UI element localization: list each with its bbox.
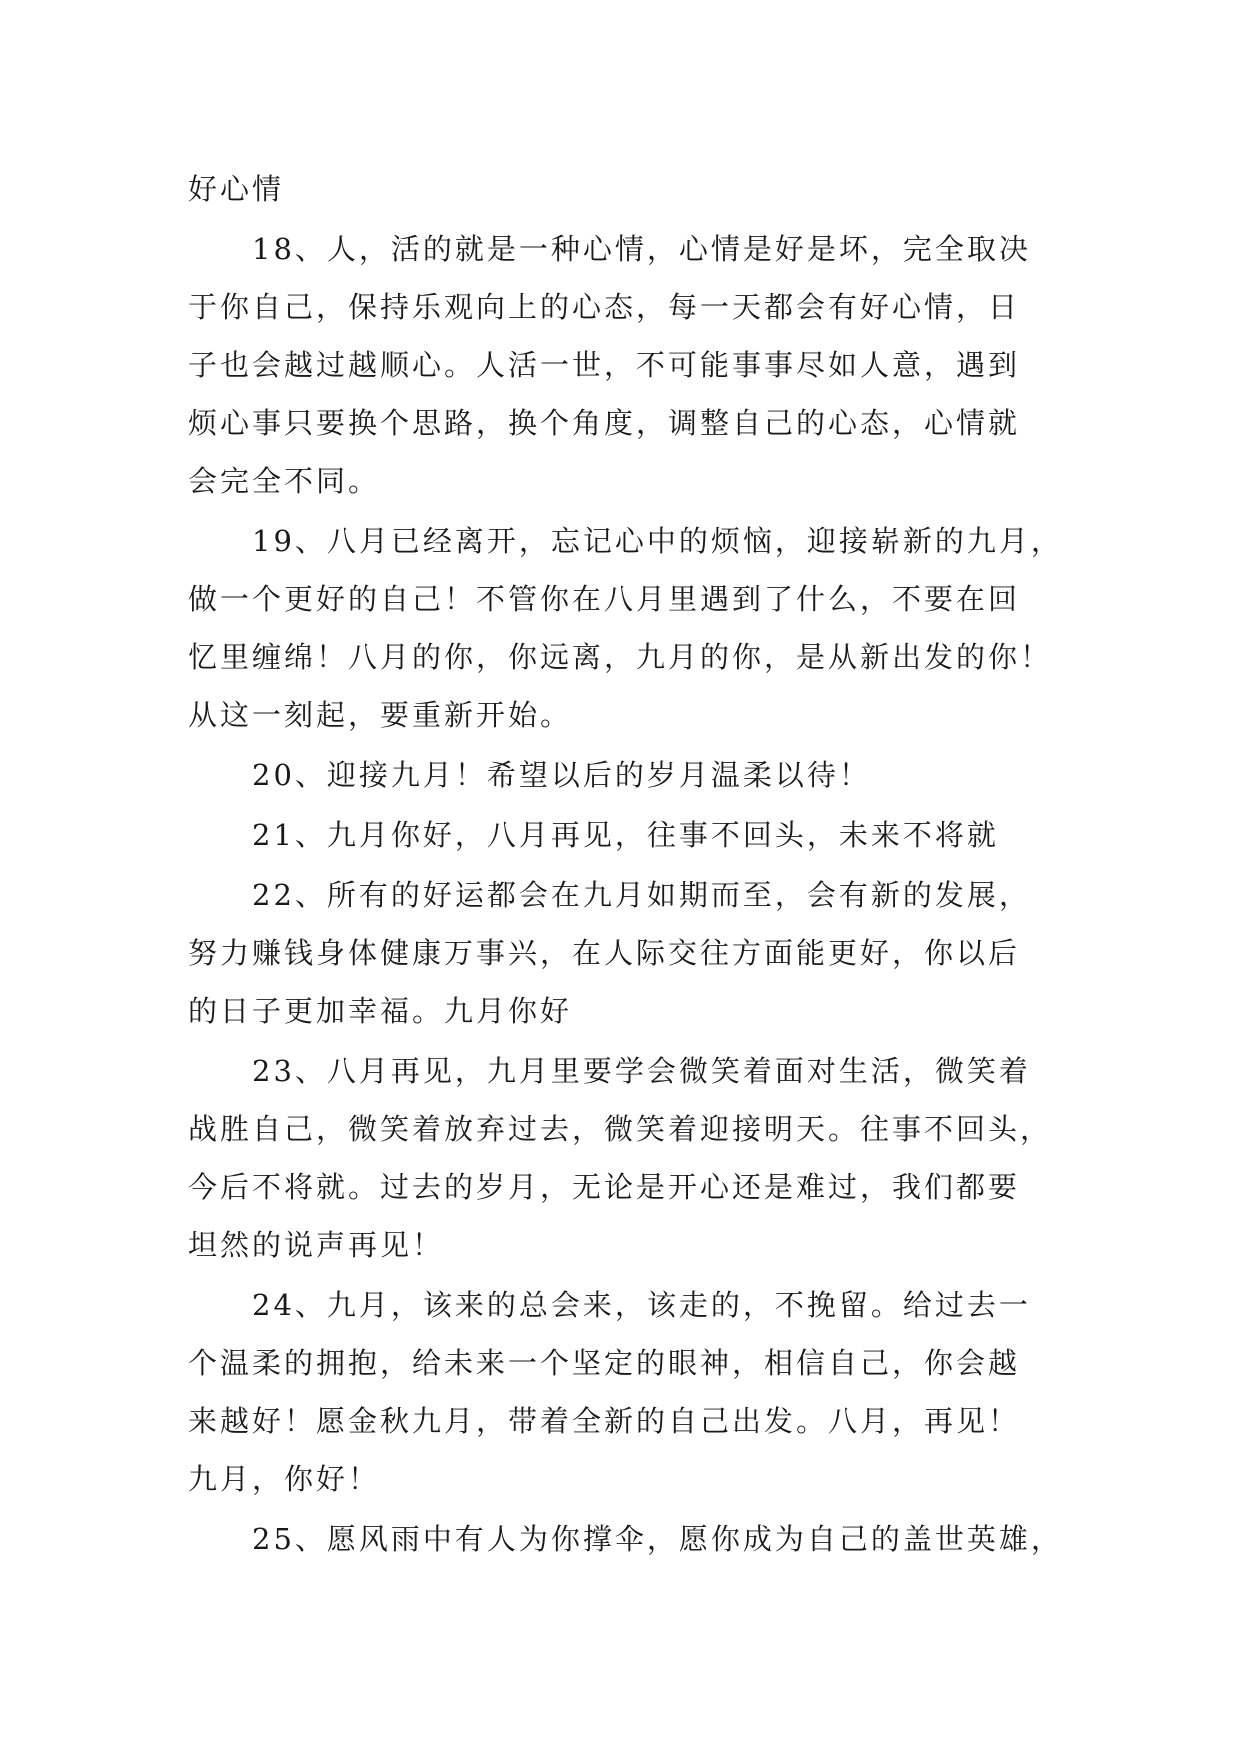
text-line: 的日子更加幸福。九月你好 — [188, 994, 573, 1028]
paragraph-23-line-1: 23、八月再见，九月里要学会微笑着面对生活，微笑着 — [252, 1054, 1031, 1088]
text-line: 来越好！愿金秋九月，带着全新的自己出发。八月，再见！ — [188, 1404, 1021, 1438]
document-body — [188, 160, 1063, 1568]
text-line: 子也会越过越顺心。人活一世，不可能事事尽如人意，遇到 — [188, 348, 1021, 382]
paragraph-24-line-1: 24、九月，该来的总会来，该走的，不挽留。给过去一 — [252, 1288, 1031, 1322]
text-line: 忆里缠绵！八月的你，你远离，九月的你，是从新出发的你！ — [188, 640, 1053, 674]
text-line: 从这一刻起，要重新开始。 — [188, 698, 573, 732]
text-line: 九月，你好！ — [188, 1462, 381, 1496]
text-line: 于你自己，保持乐观向上的心态，每一天都会有好心情，日 — [188, 290, 1021, 324]
text-line: 烦心事只要换个思路，换个角度，调整自己的心态，心情就 — [188, 406, 1021, 440]
text-line: 做一个更好的自己！不管你在八月里遇到了什么，不要在回 — [188, 582, 1021, 616]
text-line: 战胜自己，微笑着放弃过去，微笑着迎接明天。往事不回头， — [188, 1112, 1053, 1146]
text-line: 努力赚钱身体健康万事兴，在人际交往方面能更好，你以后 — [188, 936, 1021, 970]
text-line: 坦然的说声再见！ — [188, 1228, 445, 1262]
paragraph-18-line-1: 18、人，活的就是一种心情，心情是好是坏，完全取决 — [252, 232, 1031, 266]
paragraph-22-line-1: 22、所有的好运都会在九月如期而至，会有新的发展， — [252, 878, 1031, 912]
text-line: 会完全不同。 — [188, 464, 381, 498]
text-line: 好心情 — [188, 172, 285, 206]
paragraph-25-line-1: 25、愿风雨中有人为你撑伞，愿你成为自己的盖世英雄， — [252, 1522, 1063, 1556]
paragraph-21: 21、九月你好，八月再见，往事不回头，未来不将就 — [252, 818, 999, 852]
paragraph-20: 20、迎接九月！希望以后的岁月温柔以待！ — [252, 758, 871, 792]
paragraph-19-line-1: 19、八月已经离开，忘记心中的烦恼，迎接崭新的九月， — [252, 524, 1063, 558]
text-line: 今后不将就。过去的岁月，无论是开心还是难过，我们都要 — [188, 1170, 1021, 1204]
text-line: 个温柔的拥抱，给未来一个坚定的眼神，相信自己，你会越 — [188, 1346, 1021, 1380]
